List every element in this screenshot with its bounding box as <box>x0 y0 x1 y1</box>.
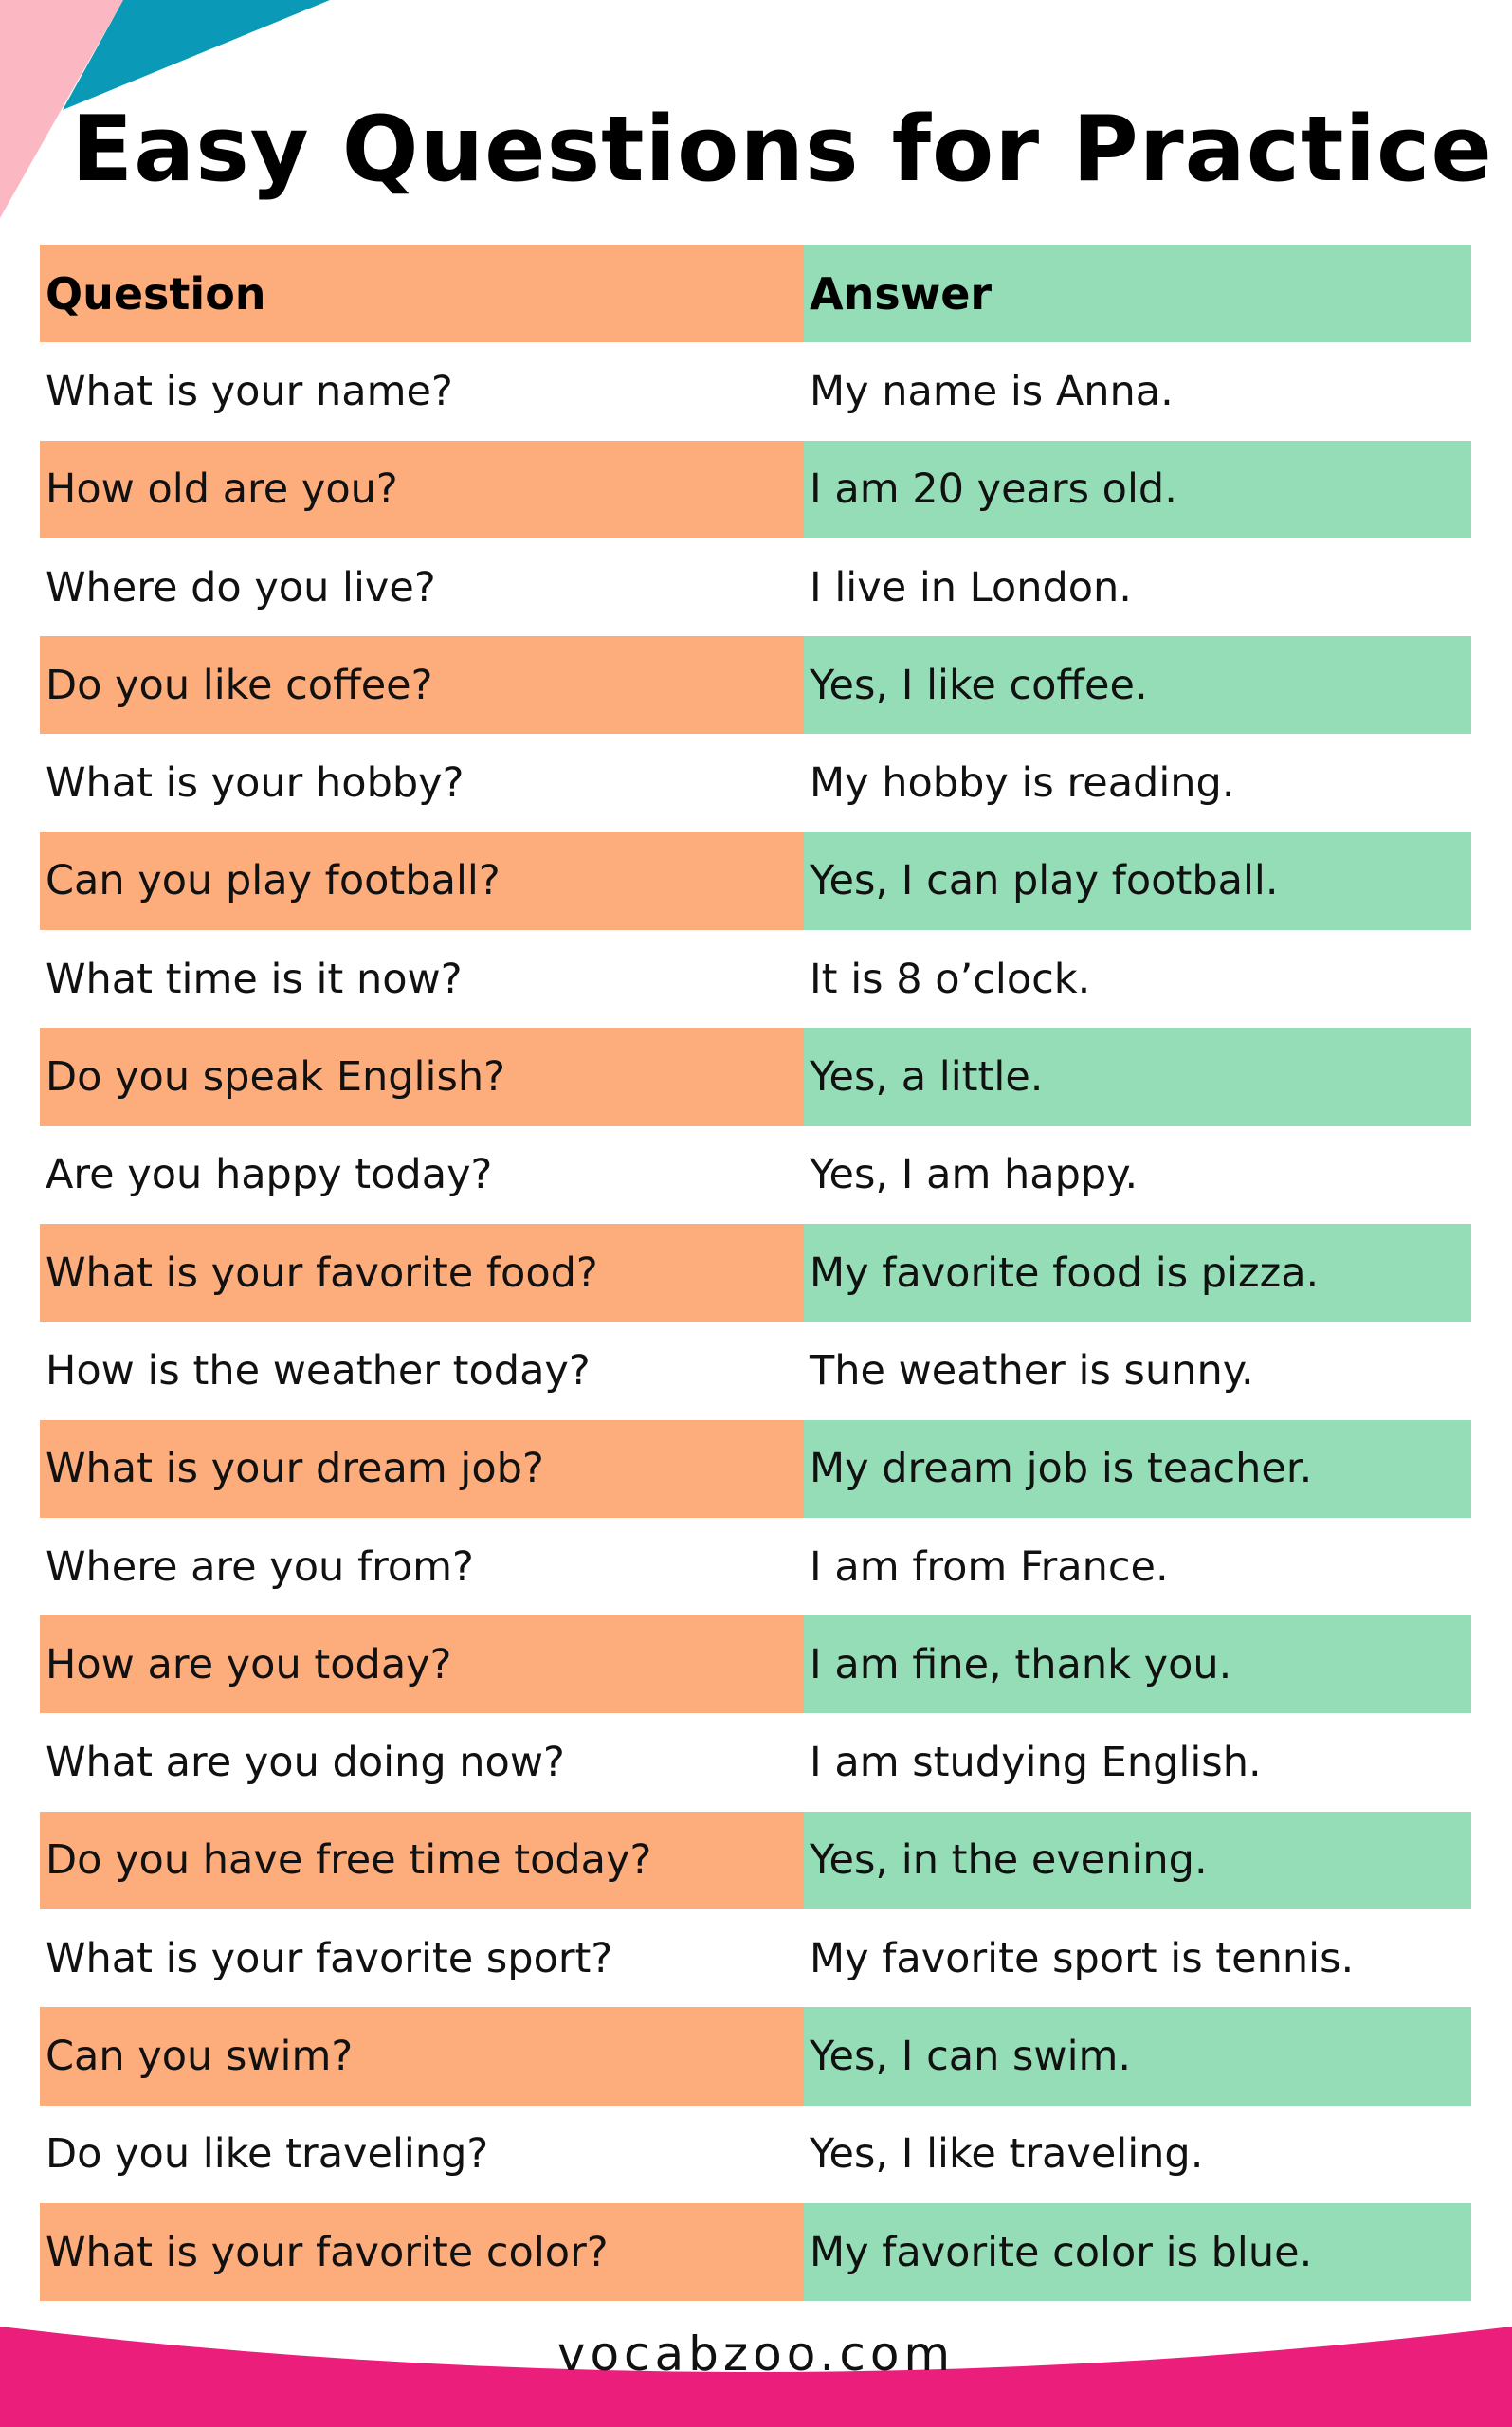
question-cell: Do you have free time today? <box>40 1812 804 1909</box>
table-row <box>40 930 1471 1028</box>
answer-cell: My favorite sport is tennis. <box>810 1934 1355 1982</box>
question-cell: What is your favorite food? <box>40 1224 804 1322</box>
answer-cell: I am fine, thank you. <box>804 1615 1471 1713</box>
question-cell: How is the weather today? <box>46 1346 591 1395</box>
table-row <box>40 441 1471 538</box>
question-cell: What are you doing now? <box>46 1739 565 1787</box>
question-cell: What is your favorite sport? <box>46 1934 613 1982</box>
page-title: Easy Questions for Practice <box>71 98 1493 202</box>
answer-cell: I am studying English. <box>810 1739 1262 1787</box>
answer-cell: I am from France. <box>810 1542 1169 1591</box>
answer-cell: My favorite color is blue. <box>804 2203 1471 2301</box>
question-cell: Where are you from? <box>46 1542 474 1591</box>
table-row <box>40 1224 1471 1322</box>
answer-cell: The weather is sunny. <box>810 1346 1254 1395</box>
answer-cell: It is 8 o’clock. <box>810 955 1091 1003</box>
table-row <box>40 342 1471 440</box>
question-cell: Can you play football? <box>40 832 804 930</box>
question-cell: What is your dream job? <box>40 1420 804 1518</box>
question-cell: Do you like coffee? <box>40 636 804 734</box>
table-row <box>40 538 1471 636</box>
table-row <box>40 1615 1471 1713</box>
header-answer: Answer <box>804 245 1471 342</box>
table-row <box>40 1126 1471 1224</box>
table-row <box>40 2007 1471 2105</box>
question-cell: How are you today? <box>40 1615 804 1713</box>
answer-cell: Yes, in the evening. <box>804 1812 1471 1909</box>
table-row <box>40 1812 1471 1909</box>
table-row <box>40 636 1471 734</box>
answer-cell: My dream job is teacher. <box>804 1420 1471 1518</box>
question-cell: What is your hobby? <box>46 759 465 808</box>
question-cell: What is your favorite color? <box>40 2203 804 2301</box>
table-row <box>40 832 1471 930</box>
question-cell: Are you happy today? <box>46 1151 493 1199</box>
question-cell: Where do you live? <box>46 563 436 611</box>
answer-cell: Yes, I like coffee. <box>804 636 1471 734</box>
answer-cell: Yes, I like traveling. <box>810 2130 1204 2179</box>
answer-cell: My hobby is reading. <box>810 759 1235 808</box>
answer-cell: My name is Anna. <box>810 367 1174 415</box>
site-url: vocabzoo.com <box>556 2327 956 2381</box>
table-header-row <box>40 245 1471 342</box>
table-row <box>40 1518 1471 1615</box>
table-row <box>40 734 1471 831</box>
answer-cell: I am 20 years old. <box>804 441 1471 538</box>
answer-cell: My favorite food is pizza. <box>804 1224 1471 1322</box>
table-row <box>40 1713 1471 1811</box>
table-row <box>40 2106 1471 2203</box>
question-cell: Do you speak English? <box>40 1028 804 1125</box>
table-row <box>40 1909 1471 2007</box>
table-row <box>40 1028 1471 1125</box>
answer-cell: Yes, I can play football. <box>804 832 1471 930</box>
table-row <box>40 1322 1471 1419</box>
question-cell: What time is it now? <box>46 955 463 1003</box>
table-row <box>40 2203 1471 2301</box>
answer-cell: Yes, I am happy. <box>810 1151 1139 1199</box>
header-question: Question <box>40 245 804 342</box>
qa-table <box>40 245 1471 2301</box>
question-cell: Can you swim? <box>40 2007 804 2105</box>
question-cell: Do you like traveling? <box>46 2130 489 2179</box>
answer-cell: Yes, a little. <box>804 1028 1471 1125</box>
question-cell: How old are you? <box>40 441 804 538</box>
question-cell: What is your name? <box>46 367 453 415</box>
table-row <box>40 1420 1471 1518</box>
answer-cell: Yes, I can swim. <box>804 2007 1471 2105</box>
answer-cell: I live in London. <box>810 563 1132 611</box>
